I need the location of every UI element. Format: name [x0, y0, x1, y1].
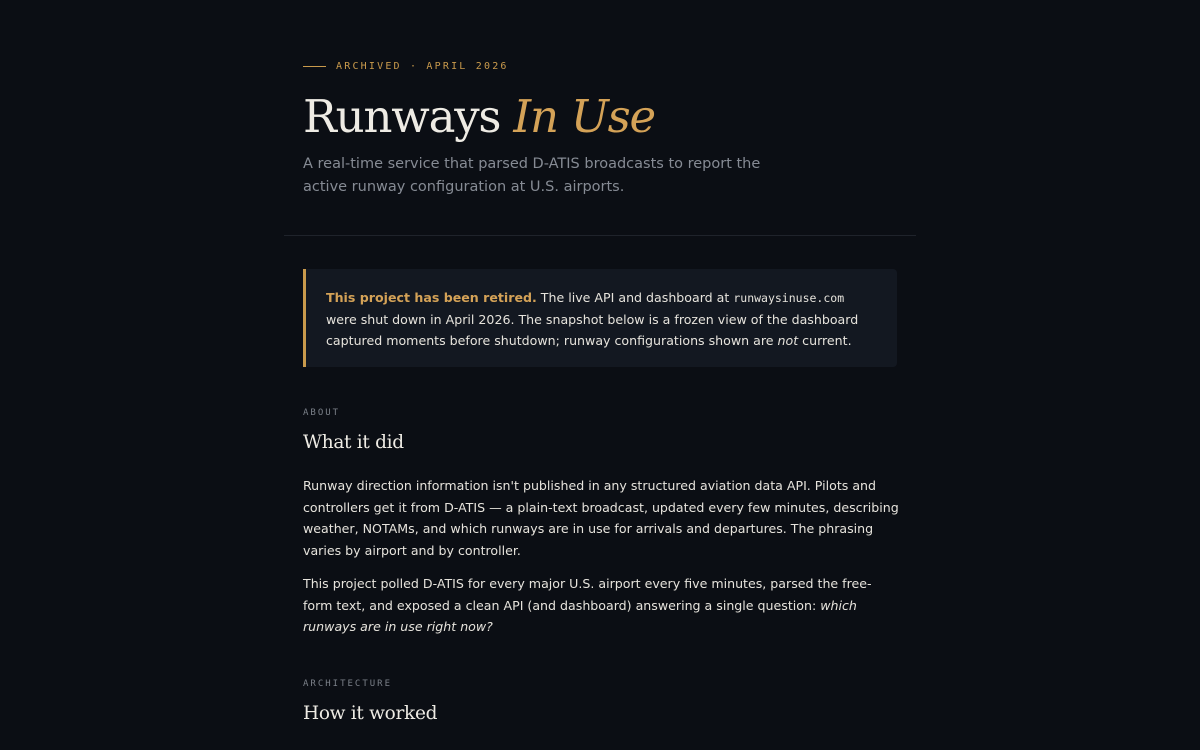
notice-lead: This project has been retired. [326, 290, 537, 305]
retired-notice [303, 269, 897, 367]
about-section [303, 408, 903, 634]
eyebrow-rule [303, 66, 326, 67]
page-subtitle: A real-time service that parsed D-ATIS broadcasts to report the active runway configuration at U.S. airports. [303, 156, 761, 195]
about-kicker: ABOUT [303, 408, 341, 418]
notice-domain-link: runwaysinuse.com [733, 291, 845, 305]
title-main: Runways [303, 90, 501, 143]
notice-text-3: current. [798, 333, 852, 348]
about-paragraph-1: Runway direction information isn't published in any structured aviation data API. Pilots and controllers get it from D-ATIS — a plain-text broadcast, updated every few minutes, describing weather, NOTAMs, and which runways are in use for arrivals and departures. The phrasing varies by airport and by controller. [303, 478, 899, 558]
architecture-heading: How it worked [303, 703, 438, 724]
about-paragraph-2-text: This project polled D-ATIS for every major U.S. airport every five minutes, parsed the free-form text, and exposed a clean API (and dashboard) answering a single question: [303, 576, 872, 613]
architecture-kicker: ARCHITECTURE [303, 679, 393, 689]
eyebrow-text: ARCHIVED · APRIL 2026 [336, 61, 509, 72]
notice-emphasis: not [777, 333, 799, 348]
archived-eyebrow [303, 61, 509, 72]
about-heading: What it did [303, 432, 404, 453]
page-title [303, 88, 655, 146]
header-divider [284, 235, 916, 236]
notice-text-1: The live API and dashboard at [536, 290, 734, 305]
title-accent: In Use [513, 90, 655, 143]
about-paragraph-2-emphasis: which runways are in use right now? [303, 597, 857, 634]
architecture-section [303, 679, 903, 724]
notice-text-2: were shut down in April 2026. The snapshot below is a frozen view of the dashboard captured moments before shutdown; runway configurations shown are [326, 312, 859, 348]
about-paragraph-2 [303, 573, 899, 638]
